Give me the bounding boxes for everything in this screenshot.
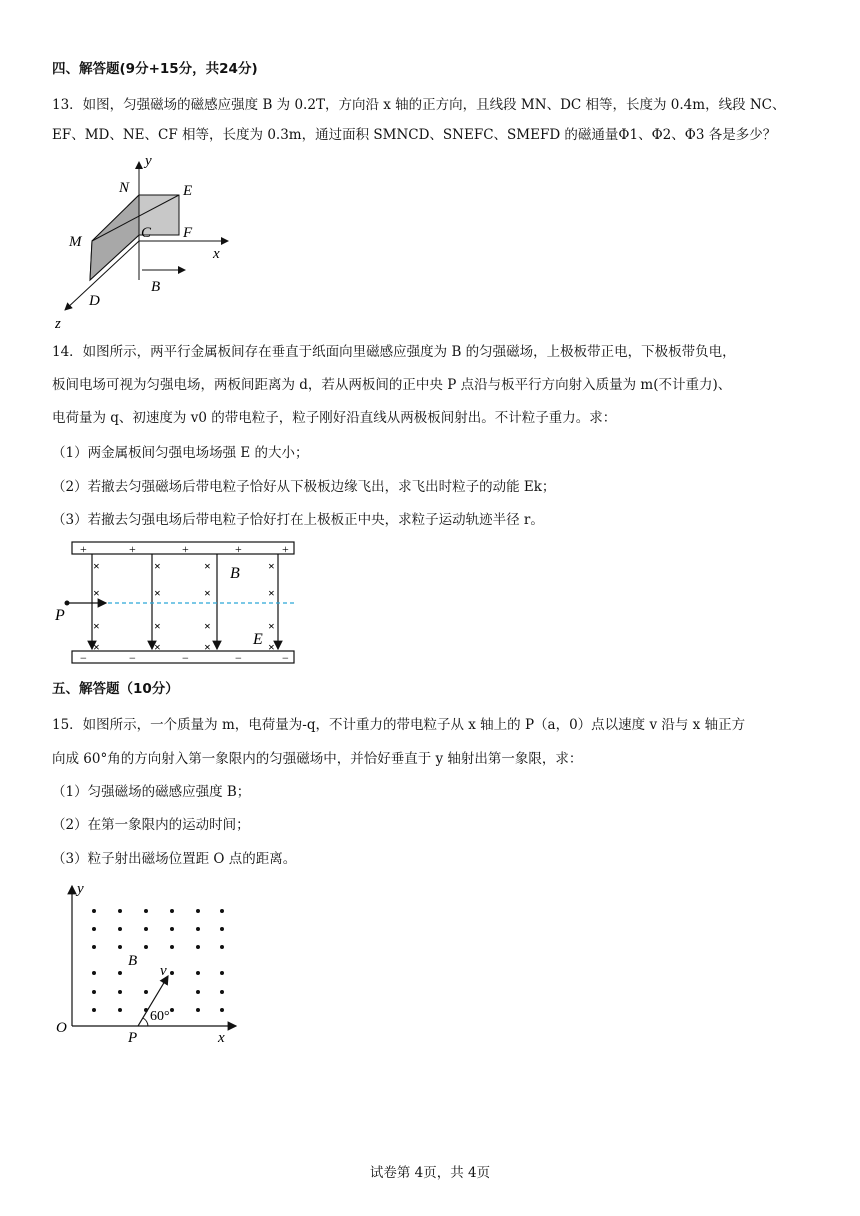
q15-text-line-1: 15．如图所示，一个质量为 m，电荷量为-q，不计重力的带电粒子从 x 轴上的 P（a，0）点以速度 v 沿与 x 轴正方 bbox=[52, 717, 746, 733]
q15-sub-2: （2）在第一象限内的运动时间； bbox=[52, 817, 250, 833]
svg-text:−: − bbox=[282, 651, 289, 665]
q13-text-line-2: EF、MD、NE、CF 相等，长度为 0.3m，通过面积 SMNCD、SNEFC、SMEFD 的磁通量Φ1、Φ2、Φ3 各是多少？ bbox=[52, 127, 777, 143]
svg-text:−: − bbox=[80, 651, 87, 665]
q14-sub-1: （1）两金属板间匀强电场场强 E 的大小； bbox=[52, 445, 309, 461]
q15-figure bbox=[52, 880, 252, 1050]
svg-text:×: × bbox=[93, 619, 100, 633]
page-footer: 试卷第 4页，共 4页 bbox=[369, 1165, 491, 1181]
q15-label-angle: 60° bbox=[150, 1009, 170, 1024]
q14-label-b: B bbox=[230, 565, 240, 582]
q14-label-p: P bbox=[55, 607, 65, 624]
svg-text:×: × bbox=[154, 559, 161, 573]
svg-text:−: − bbox=[235, 651, 242, 665]
q15-label-x: x bbox=[218, 1030, 225, 1046]
q14-text-line-3: 电荷量为 q、初速度为 v0 的带电粒子，粒子刚好沿直线从两极板间射出。不计粒子重力。求： bbox=[52, 410, 617, 426]
q15-text-line-2: 向成 60°角的方向射入第一象限内的匀强磁场中，并恰好垂直于 y 轴射出第一象限，求： bbox=[52, 751, 583, 767]
q13-label-n: N bbox=[119, 180, 130, 196]
svg-text:−: − bbox=[182, 651, 189, 665]
q15-magnetic-dots bbox=[92, 909, 224, 1012]
q13-figure bbox=[55, 150, 255, 330]
q14-sub-3: （3）若撤去匀强电场后带电粒子恰好打在上极板正中央，求粒子运动轨迹半径 r。 bbox=[52, 512, 544, 528]
q14-text-line-1: 14．如图所示，两平行金属板间存在垂直于纸面向里磁感应强度为 B 的匀强磁场，上极板带正电，下极板带负电， bbox=[52, 344, 736, 360]
q13-text-line-1: 13．如图，匀强磁场的磁感应强度 B 为 0.2T，方向沿 x 轴的正方向，且线段 MN、DC 相等，长度为 0.4m，线段 NC、 bbox=[52, 97, 786, 113]
section-title-5: 五、解答题（10分） bbox=[52, 681, 179, 697]
svg-text:+: + bbox=[282, 542, 289, 556]
q14-label-e: E bbox=[253, 631, 263, 648]
q15-label-p: P bbox=[128, 1030, 138, 1046]
svg-text:×: × bbox=[154, 640, 161, 654]
q15-angle-arc bbox=[143, 1018, 148, 1026]
q13-label-d: D bbox=[89, 293, 100, 309]
q15-label-b: B bbox=[128, 953, 138, 969]
q13-label-m: M bbox=[69, 234, 82, 250]
q13-label-c: C bbox=[141, 225, 152, 241]
q15-sub-1: （1）匀强磁场的磁感应强度 B； bbox=[52, 784, 251, 800]
q14-text-line-2: 板间电场可视为匀强电场，两板间距离为 d，若从两板间的正中央 P 点沿与板平行方向射入质量为 m(不计重力)、 bbox=[52, 377, 732, 393]
q13-label-z: z bbox=[55, 316, 61, 330]
svg-text:×: × bbox=[93, 586, 100, 600]
svg-text:×: × bbox=[268, 559, 275, 573]
q14-figure bbox=[52, 538, 302, 668]
q13-label-f: F bbox=[183, 225, 193, 241]
q15-label-o: O bbox=[56, 1020, 67, 1036]
svg-text:×: × bbox=[268, 619, 275, 633]
svg-text:×: × bbox=[154, 586, 161, 600]
svg-text:+: + bbox=[80, 542, 87, 556]
q15-label-v: v bbox=[160, 963, 167, 979]
svg-text:×: × bbox=[268, 640, 275, 654]
svg-text:×: × bbox=[93, 640, 100, 654]
q13-label-x: x bbox=[213, 246, 220, 262]
svg-text:+: + bbox=[182, 542, 189, 556]
section-title-4: 四、解答题(9分+15分，共24分) bbox=[52, 61, 258, 77]
svg-text:+: + bbox=[129, 542, 136, 556]
q15-sub-3: （3）粒子射出磁场位置距 O 点的距离。 bbox=[52, 851, 297, 867]
q14-field-lines bbox=[92, 554, 278, 649]
svg-text:+: + bbox=[235, 542, 242, 556]
q14-sub-2: （2）若撤去匀强磁场后带电粒子恰好从下极板边缘飞出，求飞出时粒子的动能 Ek； bbox=[52, 479, 556, 495]
svg-text:×: × bbox=[204, 619, 211, 633]
q13-label-y: y bbox=[145, 153, 152, 169]
q15-label-y: y bbox=[77, 881, 84, 897]
svg-text:×: × bbox=[268, 586, 275, 600]
q13-label-e: E bbox=[183, 183, 193, 199]
q13-label-b: B bbox=[151, 279, 161, 295]
q14-magnetic-crosses bbox=[93, 559, 275, 654]
svg-text:×: × bbox=[154, 619, 161, 633]
svg-text:×: × bbox=[204, 586, 211, 600]
svg-text:−: − bbox=[129, 651, 136, 665]
svg-text:×: × bbox=[204, 640, 211, 654]
svg-text:×: × bbox=[204, 559, 211, 573]
svg-text:×: × bbox=[93, 559, 100, 573]
